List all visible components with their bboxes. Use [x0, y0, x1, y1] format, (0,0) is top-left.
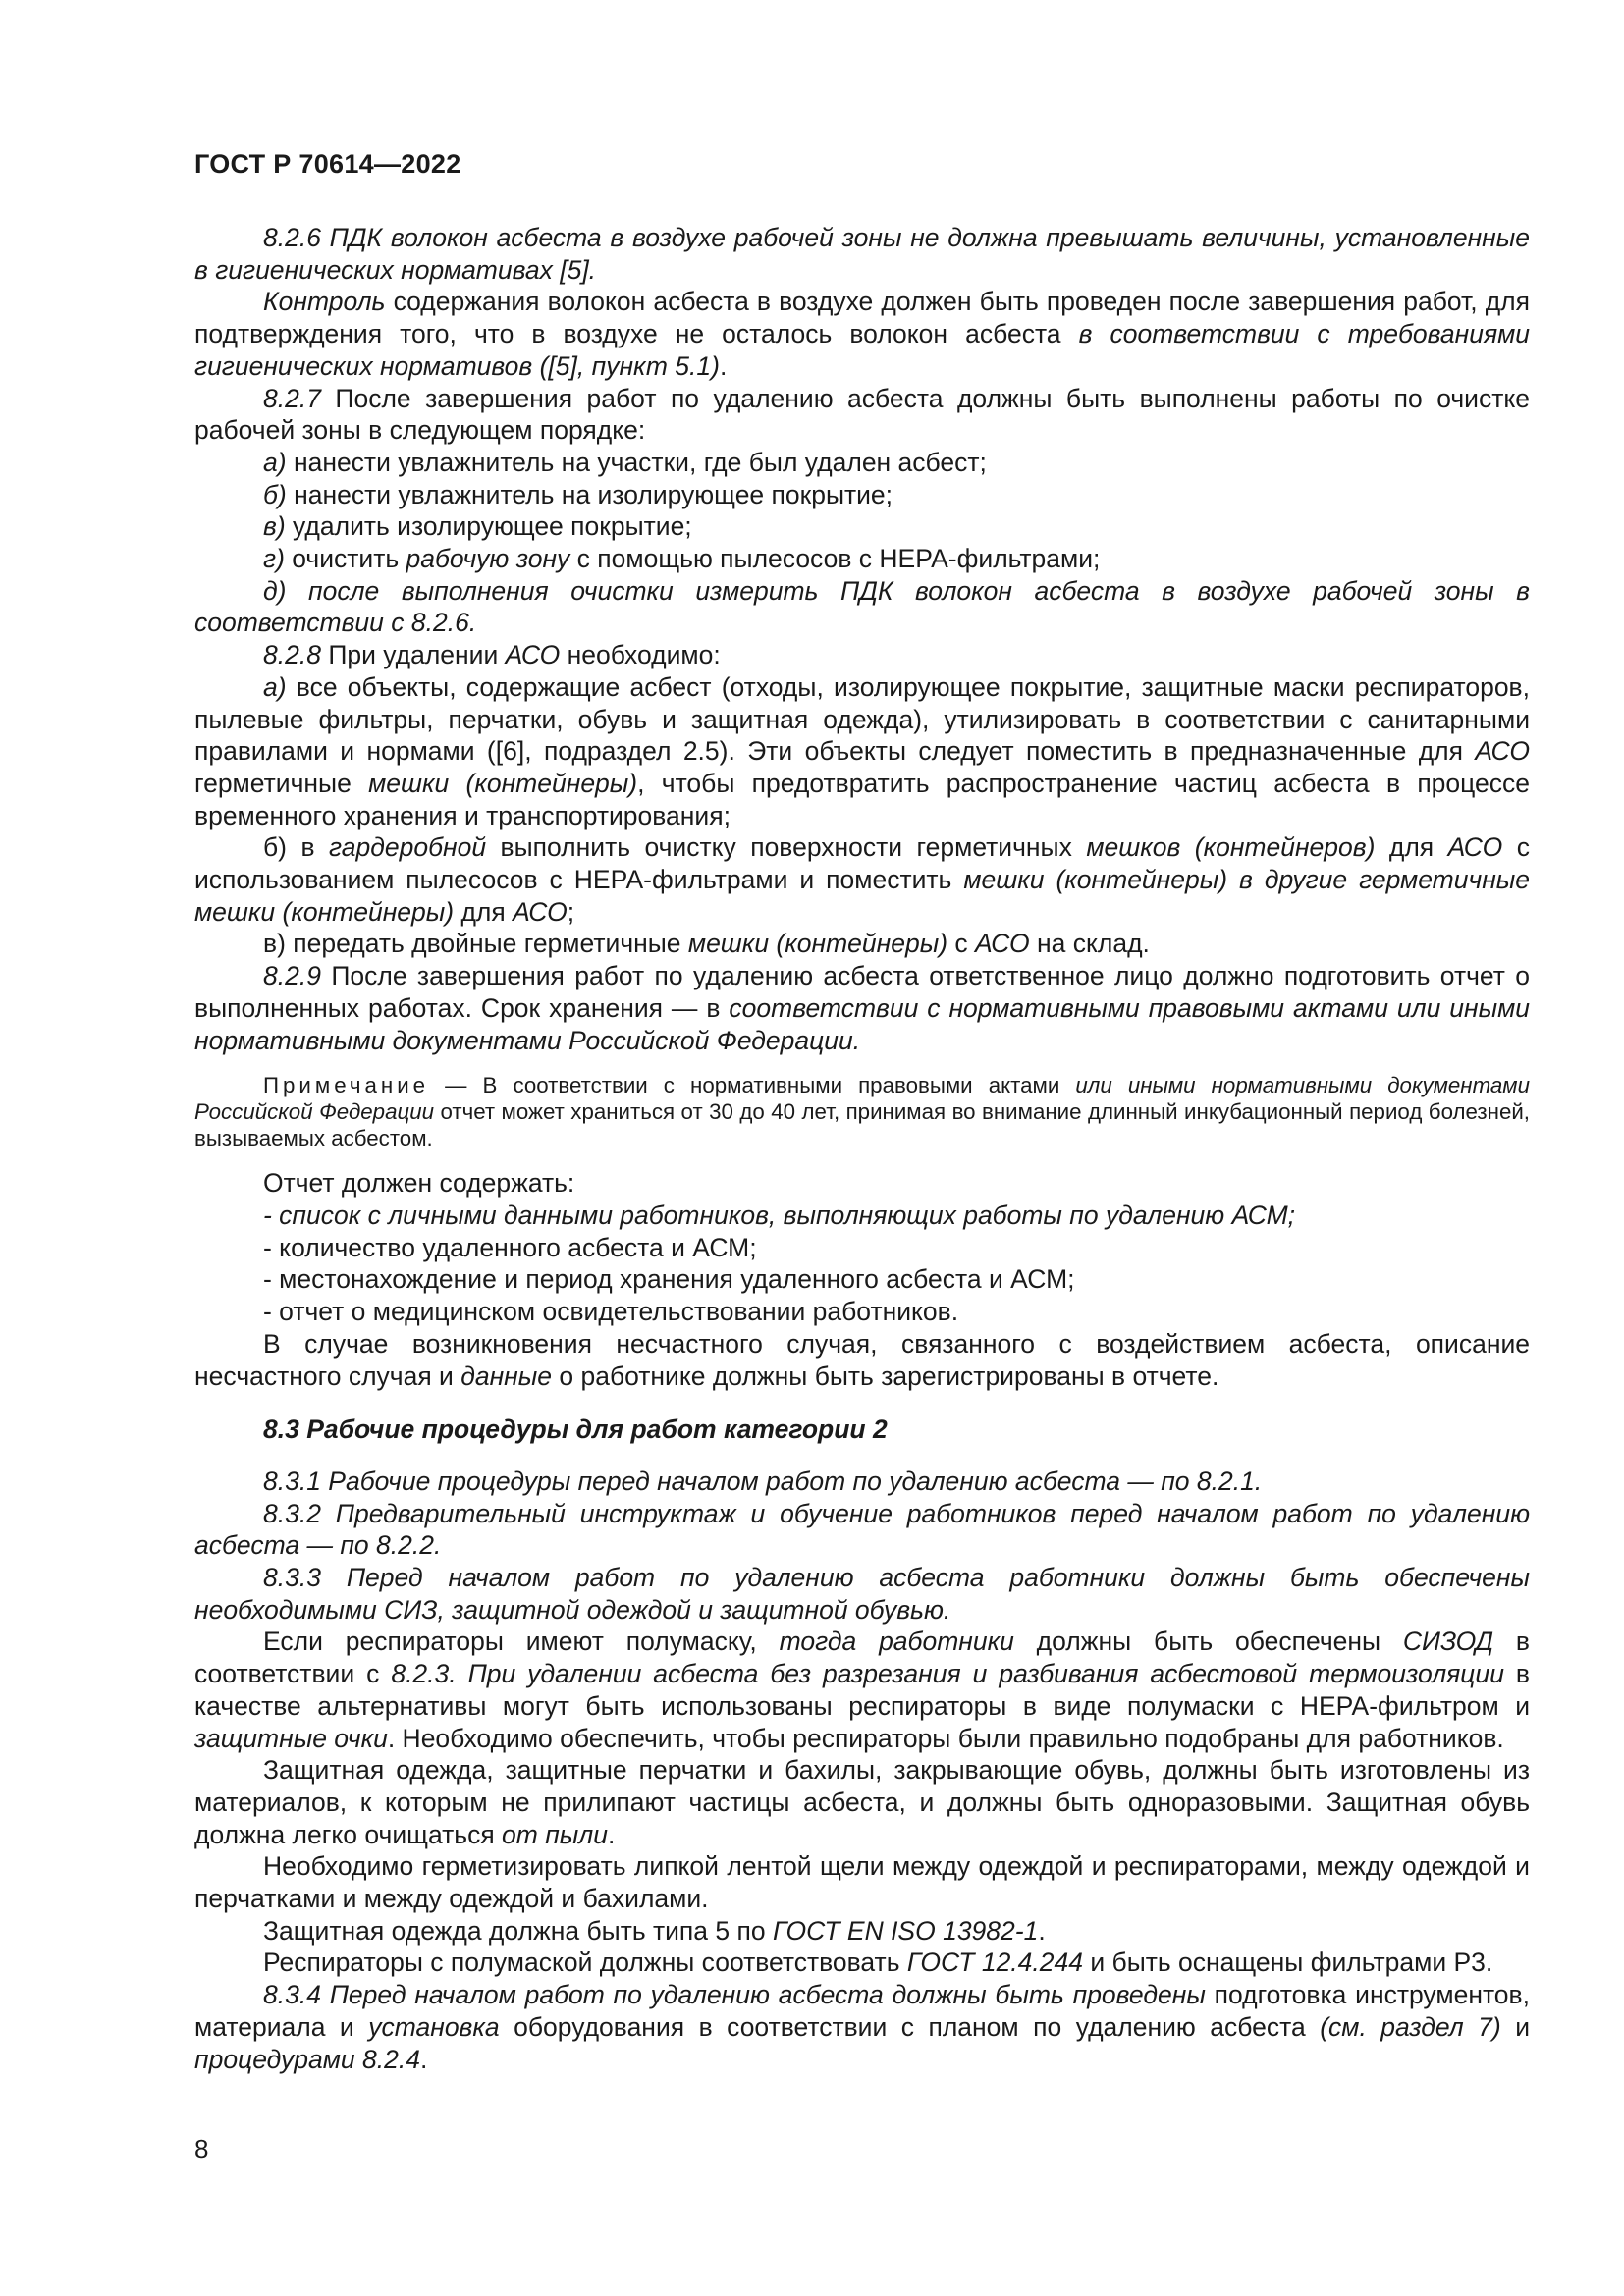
- clause-8-2-7: 8.2.7 После завершения работ по удалению асбеста должны быть выполнены работы по очистке рабочей зоны в следующем порядке:: [194, 383, 1530, 446]
- document-body: [194, 222, 1530, 2075]
- clause-8-3-3: 8.3.3 Перед началом работ по удалению асбеста работники должны быть обеспечены необходимыми СИЗ, защитной одеждой и защитной обувью.: [194, 1563, 1530, 1625]
- paragraph: Защитная одежда должна быть типа 5 по ГОСТ EN ISO 13982-1.: [263, 1915, 1046, 1946]
- clause-8-3-4: 8.3.4 Перед началом работ по удалению асбеста должны быть проведены подготовка инструментов, материала и установка оборудования в соответствии с планом по удалению асбеста (см. раздел 7) и процедурами 8.2.4.: [194, 1980, 1531, 2074]
- paragraph: Если респираторы имеют полумаску, тогда работники должны быть обеспечены СИЗОД в соответствии с 8.2.3. При удалении асбеста без разрезания и разбивания асбестовой термоизоляции в качестве альтернативы могут быть использованы респираторы в виде полумаски с НЕРА-фильтром и защитные очки. Необходимо обеспечить, чтобы респираторы были правильно подобраны для работников.: [194, 1627, 1530, 1753]
- paragraph: Респираторы с полумаской должны соответствовать ГОСТ 12.4.244 и быть оснащены фильтрами Р3.: [263, 1948, 1493, 1978]
- paragraph: В случае возникновения несчастного случая, связанного с воздействием асбеста, описание несчастного случая и данные о работнике должны быть зарегистрированы в отчете.: [194, 1328, 1530, 1391]
- list-item: в) передать двойные герметичные мешки (контейнеры) с АСО на склад.: [263, 929, 1150, 959]
- clause-8-2-8: 8.2.8 При удалении АСО необходимо:: [263, 640, 721, 670]
- document-code-header: ГОСТ Р 70614—2022: [194, 149, 461, 179]
- paragraph: Защитная одежда, защитные перчатки и бахилы, закрывающие обувь, должны быть изготовлены из материалов, к которым не прилипают частицы асбеста, и должны быть одноразовыми. Защитная обувь должна легко очищаться от пыли.: [194, 1755, 1530, 1849]
- list-item: - отчет о медицинском освидетельствовании работников.: [263, 1297, 959, 1327]
- list-item: в) удалить изолирующее покрытие;: [263, 511, 692, 542]
- paragraph: Контроль содержания волокон асбеста в воздухе должен быть проведен после завершения работ, для подтверждения того, что в воздухе не осталось волокон асбеста в соответствии с требованиями гигиенических нормативов ([5], пункт 5.1).: [194, 287, 1530, 381]
- clause-8-2-6: 8.2.6 ПДК волокон асбеста в воздухе рабочей зоны не должна превышать величины, установленные в гигиенических нормативах [5].: [194, 223, 1530, 285]
- list-item: а) нанести увлажнитель на участки, где был удален асбест;: [263, 447, 987, 477]
- list-item: б) в гардеробной выполнить очистку поверхности герметичных мешков (контейнеров) для АСО с использованием пылесосов с НЕРА-фильтрами и поместить мешки (контейнеры) в другие герметичные мешки (контейнеры) для АСО;: [194, 832, 1531, 927]
- list-item: д) после выполнения очистки измерить ПДК волокон асбеста в воздухе рабочей зоны в соответствии с 8.2.6.: [194, 575, 1530, 638]
- clause-8-3-2: 8.3.2 Предварительный инструктаж и обучение работников перед началом работ по удалению асбеста — по 8.2.2.: [194, 1498, 1530, 1561]
- section-heading-8-3: 8.3 Рабочие процедуры для работ категории 2: [263, 1415, 888, 1445]
- list-item: - список с личными данными работников, выполняющих работы по удалению АСМ;: [263, 1200, 1296, 1230]
- list-item: б) нанести увлажнитель на изолирующее покрытие;: [263, 479, 893, 509]
- paragraph: Отчет должен содержать:: [263, 1168, 575, 1199]
- clause-8-2-9: 8.2.9 После завершения работ по удалению асбеста ответственное лицо должно подготовить отчет о выполненных работах. Срок хранения — в соответствии с нормативными правовыми актами или иными нормативными документами Российской Федерации.: [194, 961, 1530, 1055]
- list-item: г) очистить рабочую зону с помощью пылесосов с НЕРА-фильтрами;: [263, 544, 1101, 574]
- page-number: 8: [194, 2134, 209, 2163]
- note: Примечание — В соответствии с нормативными правовыми актами или иными нормативными документами Российской Федерации отчет может храниться от 30 до 40 лет, принимая во внимание длинный инкубационный период болезней, вызываемых асбестом.: [194, 1073, 1530, 1151]
- paragraph: Необходимо герметизировать липкой лентой щели между одеждой и респираторами, между одеждой и перчатками и между одеждой и бахилами.: [194, 1851, 1530, 1914]
- list-item: - местонахождение и период хранения удаленного асбеста и АСМ;: [263, 1264, 1075, 1295]
- list-item: - количество удаленного асбеста и АСМ;: [263, 1232, 757, 1262]
- list-item: а) все объекты, содержащие асбест (отходы, изолирующее покрытие, защитные маски респираторов, пылевые фильтры, перчатки, обувь и защитная одежда), утилизировать в соответствии с санитарными правилами и нормами ([6], подраздел 2.5). Эти объекты следует поместить в предназначенные для АСО герметичные мешки (контейнеры), чтобы предотвратить распространение частиц асбеста в процессе временного хранения и транспортирования;: [194, 671, 1531, 830]
- clause-8-3-1: 8.3.1 Рабочие процедуры перед началом работ по удалению асбеста — по 8.2.1.: [263, 1466, 1263, 1496]
